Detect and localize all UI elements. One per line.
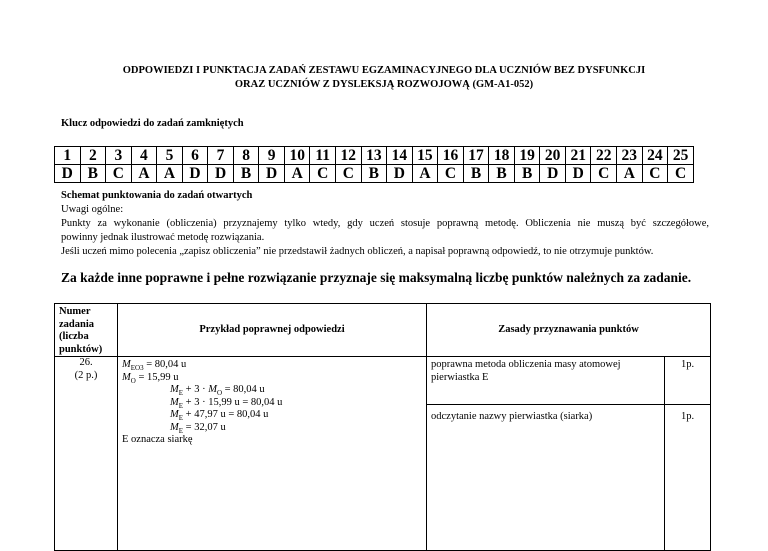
- answer-key-number: 4: [131, 147, 157, 165]
- scoring-table: [54, 303, 711, 551]
- answer-key-answer: C: [310, 165, 336, 183]
- answer-key-number: 19: [514, 147, 540, 165]
- answer-key-answers-row: [55, 165, 694, 183]
- answer-key-number: 8: [233, 147, 259, 165]
- answer-key-number: 9: [259, 147, 285, 165]
- answer-key-answer: D: [540, 165, 566, 183]
- task-number-header-line: punktów): [59, 343, 103, 355]
- task-number-header: [55, 304, 118, 357]
- answer-key-answer: B: [361, 165, 387, 183]
- task-number-header-line: zadania: [59, 318, 95, 330]
- answer-key-number: 10: [284, 147, 310, 165]
- answer-key-number: 22: [591, 147, 617, 165]
- answer-key-number: 23: [617, 147, 643, 165]
- answer-key-answer: A: [131, 165, 157, 183]
- answer-key-answer: D: [208, 165, 234, 183]
- general-notes-label: Uwagi ogólne:: [61, 204, 124, 215]
- answer-key-answer: D: [565, 165, 591, 183]
- answer-key-answer: B: [514, 165, 540, 183]
- closed-key-heading: Klucz odpowiedzi do zadań zamkniętych: [61, 118, 244, 129]
- answer-key-number: 11: [310, 147, 336, 165]
- example-solution-cell: [118, 357, 427, 551]
- task-number: 26.: [79, 357, 93, 368]
- example-answer-header: Przykład poprawnej odpowiedzi: [118, 304, 427, 357]
- answer-key-answer: B: [233, 165, 259, 183]
- answer-key-answer: D: [259, 165, 285, 183]
- task-26-row-1: [55, 357, 711, 405]
- answer-key-number: 16: [438, 147, 464, 165]
- answer-key-number: 14: [387, 147, 413, 165]
- open-scheme-heading: Schemat punktowania do zadań otwartych: [61, 190, 253, 201]
- answer-key-answer: B: [80, 165, 106, 183]
- answer-key-number: 1: [55, 147, 81, 165]
- answer-key-number: 25: [668, 147, 694, 165]
- scoring-rule-2-text: odczytanie nazwy pierwiastka (siarka): [431, 411, 593, 422]
- solution-line-3: $M_E + 3 \cdot M_O = 80,04$ u: [170, 384, 265, 398]
- full-solution-note: Za każde inne poprawne i pełne rozwiązanie przyznaje się maksymalną liczbę punktów należnych za zadanie.: [61, 270, 692, 285]
- answer-key-answer: A: [284, 165, 310, 183]
- scoring-rule-1-text: pierwiastka E: [431, 371, 489, 383]
- note-1-line-1: Punkty za wykonanie (obliczenia) przyznajemy tylko wtedy, gdy uczeń stosuje poprawną metodę. Obliczenia nie muszą być szczegółowe,: [61, 218, 709, 229]
- answer-key-answer: D: [55, 165, 81, 183]
- answer-key-answer: B: [463, 165, 489, 183]
- answer-key-answer: A: [157, 165, 183, 183]
- answer-key-number: 6: [182, 147, 208, 165]
- answer-key-answer: C: [336, 165, 362, 183]
- answer-key-number: 15: [412, 147, 438, 165]
- answer-key-number: 5: [157, 147, 183, 165]
- answer-key-number: 21: [565, 147, 591, 165]
- scoring-rules-header: Zasady przyznawania punktów: [427, 304, 711, 357]
- answer-key-number: 2: [80, 147, 106, 165]
- answer-key-number: 13: [361, 147, 387, 165]
- answer-key-number: 3: [106, 147, 132, 165]
- answer-key-answer: D: [182, 165, 208, 183]
- solution-line-1: $M_{EO3} = 80,04$ u: [122, 359, 187, 373]
- scoring-rule-1-points: 1p.: [665, 357, 711, 405]
- task-26-number-cell: [55, 357, 118, 551]
- scoring-rule-1: [427, 357, 665, 405]
- answer-key-answer: C: [106, 165, 132, 183]
- document-title-line1: ODPOWIEDZI I PUNKTACJA ZADAŃ ZESTAWU EGZAMINACYJNEGO DLA UCZNIÓW BEZ DYSFUNKCJI: [122, 65, 646, 76]
- task-number-header-line: (liczba: [59, 331, 89, 342]
- document-title-line2: ORAZ UCZNIÓW Z DYSLEKSJĄ ROZWOJOWĄ (GM-A1-052): [234, 79, 534, 90]
- answer-key-number: 17: [463, 147, 489, 165]
- solution-line-6: $M_E = 32,07$ u: [170, 421, 226, 435]
- answer-key-table: [54, 146, 694, 183]
- solution-line-4: $M_E + 3 \cdot 15,99$ u = 80,04 u: [170, 396, 283, 410]
- scoring-table-header-row: [55, 304, 711, 357]
- answer-key-number: 18: [489, 147, 515, 165]
- task-number-header-line: Numer: [59, 306, 91, 317]
- note-1-line-2: powinny jednak ilustrować metodę rozwiązania.: [61, 232, 265, 243]
- answer-key-number: 12: [336, 147, 362, 165]
- scoring-rule-2: [427, 405, 665, 551]
- answer-key-answer: C: [642, 165, 668, 183]
- solution-line-5: $M_E + 47,97$ u = 80,04 u: [170, 409, 269, 423]
- answer-key-answer: D: [387, 165, 413, 183]
- answer-key-answer: A: [617, 165, 643, 183]
- answer-key-number: 7: [208, 147, 234, 165]
- answer-key-answer: C: [438, 165, 464, 183]
- solution-line-2: $M_O = 15,99$ u: [122, 371, 179, 385]
- task-points: (2 p.): [74, 369, 98, 381]
- answer-key-answer: C: [591, 165, 617, 183]
- answer-key-answer: C: [668, 165, 694, 183]
- answer-key-answer: A: [412, 165, 438, 183]
- scoring-rule-1-text: poprawna metoda obliczenia masy atomowej: [431, 359, 621, 370]
- answer-key-answer: B: [489, 165, 515, 183]
- answer-key-numbers-row: [55, 147, 694, 165]
- answer-key-number: 24: [642, 147, 668, 165]
- scoring-rule-2-points: 1p.: [665, 405, 711, 551]
- solution-line-7: E oznacza siarkę: [122, 434, 193, 445]
- note-2: Jeśli uczeń mimo polecenia „zapisz obliczenia” nie przedstawił żadnych obliczeń, a napisał poprawną odpowiedź, to nie otrzymuje punktów.: [61, 246, 654, 257]
- answer-key-number: 20: [540, 147, 566, 165]
